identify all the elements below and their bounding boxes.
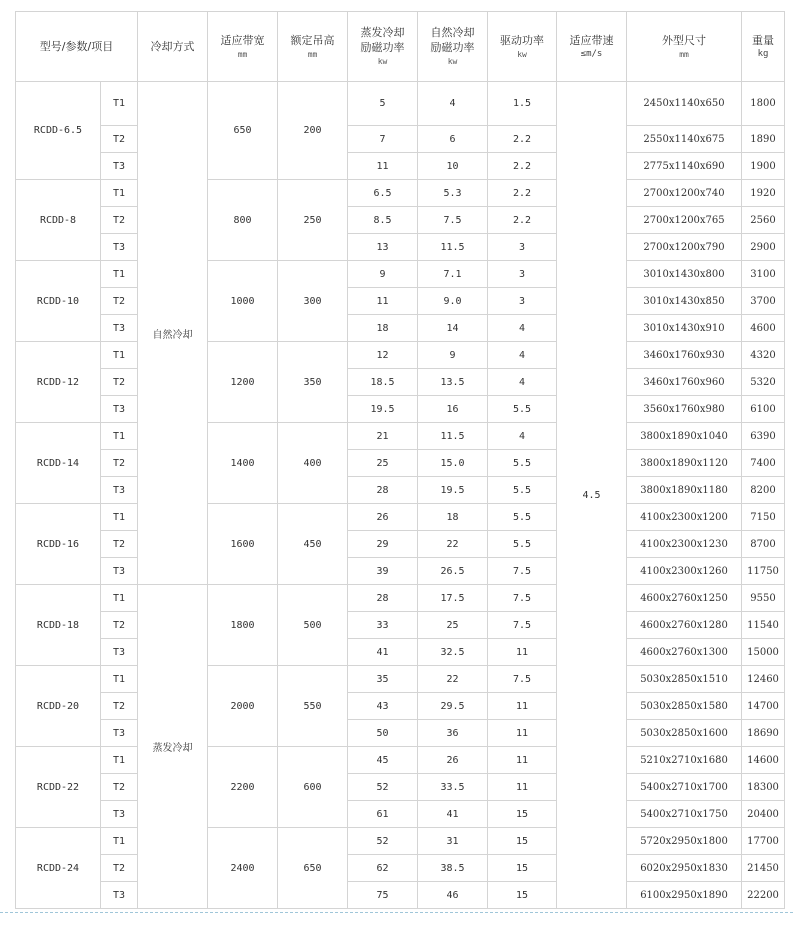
weight-value: 6100	[742, 396, 785, 423]
table-row	[16, 774, 785, 801]
evap-power-value: 18	[348, 315, 418, 342]
dimensions-value: 5720x2950x1800	[627, 828, 742, 855]
lift-height-value: 450	[278, 504, 348, 585]
lift-height-value: 400	[278, 423, 348, 504]
bottom-divider	[0, 912, 793, 913]
drive-power-value: 1.5	[488, 82, 557, 126]
table-row	[16, 180, 785, 207]
header-cooling-label: 冷却方式	[150, 40, 195, 53]
nat-power-value: 29.5	[418, 693, 488, 720]
nat-power-value: 46	[418, 882, 488, 909]
evap-power-value: 62	[348, 855, 418, 882]
evap-power-value: 41	[348, 639, 418, 666]
variant-label: T1	[101, 504, 138, 531]
model-name: RCDD-24	[16, 828, 101, 909]
weight-value: 6390	[742, 423, 785, 450]
nat-power-value: 11.5	[418, 423, 488, 450]
header-belt-speed-label: 适应带速	[569, 33, 614, 47]
header-belt-width-label: 适应带宽	[220, 33, 265, 47]
nat-power-value: 19.5	[418, 477, 488, 504]
drive-power-value: 2.2	[488, 153, 557, 180]
variant-label: T1	[101, 747, 138, 774]
evap-power-value: 39	[348, 558, 418, 585]
nat-power-value: 11.5	[418, 234, 488, 261]
table-row	[16, 423, 785, 450]
dimensions-value: 3010x1430x800	[627, 261, 742, 288]
nat-power-value: 5.3	[418, 180, 488, 207]
evap-power-value: 11	[348, 153, 418, 180]
belt-width-value: 650	[208, 82, 278, 180]
nat-power-value: 25	[418, 612, 488, 639]
nat-power-value: 6	[418, 126, 488, 153]
table-row	[16, 828, 785, 855]
dimensions-value: 5210x2710x1680	[627, 747, 742, 774]
evap-power-value: 11	[348, 288, 418, 315]
header-nat-power-unit: kw	[447, 57, 458, 66]
header-cooling	[138, 12, 208, 82]
header-dimensions-unit: mm	[679, 49, 689, 59]
evap-power-value: 75	[348, 882, 418, 909]
evap-power-value: 45	[348, 747, 418, 774]
table-row	[16, 747, 785, 774]
variant-label: T3	[101, 882, 138, 909]
drive-power-value: 2.2	[488, 207, 557, 234]
variant-label: T1	[101, 828, 138, 855]
header-nat-power-line2: 励磁功率	[430, 41, 475, 54]
spec-table	[15, 11, 785, 909]
belt-width-value: 1000	[208, 261, 278, 342]
belt-width-value: 1200	[208, 342, 278, 423]
drive-power-value: 7.5	[488, 612, 557, 639]
header-lift-height	[278, 12, 348, 82]
variant-label: T3	[101, 315, 138, 342]
dimensions-value: 3800x1890x1040	[627, 423, 742, 450]
nat-power-value: 26	[418, 747, 488, 774]
dimensions-value: 5400x2710x1750	[627, 801, 742, 828]
weight-value: 7400	[742, 450, 785, 477]
weight-value: 1800	[742, 82, 785, 126]
header-weight	[742, 12, 785, 82]
nat-power-value: 22	[418, 666, 488, 693]
table-row	[16, 342, 785, 369]
header-evap-power	[348, 12, 418, 82]
drive-power-value: 4	[488, 342, 557, 369]
belt-speed-value: 4.5	[557, 82, 627, 909]
variant-label: T2	[101, 612, 138, 639]
weight-value: 11750	[742, 558, 785, 585]
drive-power-value: 11	[488, 747, 557, 774]
variant-label: T3	[101, 558, 138, 585]
dimensions-value: 4100x2300x1200	[627, 504, 742, 531]
weight-value: 11540	[742, 612, 785, 639]
table-row	[16, 855, 785, 882]
drive-power-value: 5.5	[488, 396, 557, 423]
model-name: RCDD-8	[16, 180, 101, 261]
dimensions-value: 5400x2710x1700	[627, 774, 742, 801]
table-row	[16, 82, 785, 126]
evap-power-value: 25	[348, 450, 418, 477]
dimensions-value: 3560x1760x980	[627, 396, 742, 423]
belt-width-value: 2400	[208, 828, 278, 909]
header-drive-power-label: 驱动功率	[500, 33, 545, 47]
model-name: RCDD-20	[16, 666, 101, 747]
evap-power-value: 13	[348, 234, 418, 261]
table-row	[16, 288, 785, 315]
nat-power-value: 14	[418, 315, 488, 342]
belt-width-value: 800	[208, 180, 278, 261]
table-row	[16, 207, 785, 234]
drive-power-value: 2.2	[488, 126, 557, 153]
nat-power-value: 7.5	[418, 207, 488, 234]
weight-value: 15000	[742, 639, 785, 666]
variant-label: T2	[101, 288, 138, 315]
lift-height-value: 650	[278, 828, 348, 909]
evap-power-value: 19.5	[348, 396, 418, 423]
drive-power-value: 7.5	[488, 666, 557, 693]
header-drive-power-unit: kw	[517, 49, 527, 59]
cooling-evaporative: 蒸发冷却	[138, 585, 208, 909]
weight-value: 1900	[742, 153, 785, 180]
dimensions-value: 4600x2760x1250	[627, 585, 742, 612]
variant-label: T2	[101, 369, 138, 396]
weight-value: 21450	[742, 855, 785, 882]
nat-power-value: 22	[418, 531, 488, 558]
header-row	[16, 12, 785, 82]
dimensions-value: 3800x1890x1180	[627, 477, 742, 504]
evap-power-value: 8.5	[348, 207, 418, 234]
lift-height-value: 350	[278, 342, 348, 423]
evap-power-value: 12	[348, 342, 418, 369]
weight-value: 5320	[742, 369, 785, 396]
header-evap-power-line2: 励磁功率	[360, 41, 405, 54]
drive-power-value: 11	[488, 639, 557, 666]
header-drive-power	[488, 12, 557, 82]
weight-value: 7150	[742, 504, 785, 531]
weight-value: 4600	[742, 315, 785, 342]
table-row	[16, 477, 785, 504]
variant-label: T2	[101, 450, 138, 477]
drive-power-value: 3	[488, 261, 557, 288]
table-row	[16, 504, 785, 531]
model-name: RCDD-12	[16, 342, 101, 423]
table-row	[16, 234, 785, 261]
evap-power-value: 6.5	[348, 180, 418, 207]
dimensions-value: 2550x1140x675	[627, 126, 742, 153]
nat-power-value: 31	[418, 828, 488, 855]
evap-power-value: 52	[348, 774, 418, 801]
belt-width-value: 2000	[208, 666, 278, 747]
table-row	[16, 720, 785, 747]
nat-power-value: 38.5	[418, 855, 488, 882]
dimensions-value: 3460x1760x930	[627, 342, 742, 369]
variant-label: T1	[101, 666, 138, 693]
evap-power-value: 29	[348, 531, 418, 558]
variant-label: T2	[101, 531, 138, 558]
header-nat-power	[418, 12, 488, 82]
drive-power-value: 7.5	[488, 558, 557, 585]
lift-height-value: 600	[278, 747, 348, 828]
header-belt-speed	[557, 12, 627, 82]
drive-power-value: 5.5	[488, 477, 557, 504]
dimensions-value: 4100x2300x1260	[627, 558, 742, 585]
weight-value: 8200	[742, 477, 785, 504]
variant-label: T3	[101, 234, 138, 261]
drive-power-value: 7.5	[488, 585, 557, 612]
dimensions-value: 4600x2760x1280	[627, 612, 742, 639]
drive-power-value: 11	[488, 720, 557, 747]
dimensions-value: 2700x1200x765	[627, 207, 742, 234]
nat-power-value: 17.5	[418, 585, 488, 612]
nat-power-value: 36	[418, 720, 488, 747]
nat-power-value: 9	[418, 342, 488, 369]
variant-label: T1	[101, 261, 138, 288]
spec-table-body	[16, 82, 785, 909]
weight-value: 2560	[742, 207, 785, 234]
weight-value: 2900	[742, 234, 785, 261]
dimensions-value: 4600x2760x1300	[627, 639, 742, 666]
table-row	[16, 369, 785, 396]
nat-power-value: 18	[418, 504, 488, 531]
header-weight-label: 重量	[752, 33, 775, 47]
table-row	[16, 612, 785, 639]
variant-label: T1	[101, 180, 138, 207]
nat-power-value: 41	[418, 801, 488, 828]
variant-label: T3	[101, 639, 138, 666]
drive-power-value: 4	[488, 423, 557, 450]
dimensions-value: 6100x2950x1890	[627, 882, 742, 909]
evap-power-value: 5	[348, 82, 418, 126]
header-lift-height-unit: mm	[307, 49, 318, 59]
table-row	[16, 531, 785, 558]
weight-value: 20400	[742, 801, 785, 828]
evap-power-value: 28	[348, 477, 418, 504]
weight-value: 3700	[742, 288, 785, 315]
nat-power-value: 13.5	[418, 369, 488, 396]
weight-value: 1920	[742, 180, 785, 207]
table-row	[16, 261, 785, 288]
model-name: RCDD-18	[16, 585, 101, 666]
cooling-natural: 自然冷却	[138, 82, 208, 585]
variant-label: T1	[101, 423, 138, 450]
evap-power-value: 9	[348, 261, 418, 288]
weight-value: 8700	[742, 531, 785, 558]
evap-power-value: 35	[348, 666, 418, 693]
table-row	[16, 585, 785, 612]
dimensions-value: 5030x2850x1510	[627, 666, 742, 693]
lift-height-value: 300	[278, 261, 348, 342]
table-row	[16, 315, 785, 342]
drive-power-value: 15	[488, 801, 557, 828]
dimensions-value: 5030x2850x1600	[627, 720, 742, 747]
drive-power-value: 2.2	[488, 180, 557, 207]
drive-power-value: 11	[488, 693, 557, 720]
table-row	[16, 801, 785, 828]
weight-value: 9550	[742, 585, 785, 612]
table-row	[16, 396, 785, 423]
belt-width-value: 1800	[208, 585, 278, 666]
evap-power-value: 26	[348, 504, 418, 531]
nat-power-value: 4	[418, 82, 488, 126]
drive-power-value: 11	[488, 774, 557, 801]
evap-power-value: 43	[348, 693, 418, 720]
drive-power-value: 4	[488, 369, 557, 396]
model-name: RCDD-14	[16, 423, 101, 504]
evap-power-value: 18.5	[348, 369, 418, 396]
header-belt-width	[208, 12, 278, 82]
nat-power-value: 26.5	[418, 558, 488, 585]
header-nat-power-line1: 自然冷却	[430, 26, 475, 39]
nat-power-value: 32.5	[418, 639, 488, 666]
nat-power-value: 16	[418, 396, 488, 423]
header-model	[16, 12, 138, 82]
lift-height-value: 200	[278, 82, 348, 180]
variant-label: T3	[101, 801, 138, 828]
variant-label: T2	[101, 855, 138, 882]
variant-label: T2	[101, 207, 138, 234]
drive-power-value: 3	[488, 234, 557, 261]
evap-power-value: 21	[348, 423, 418, 450]
model-name: RCDD-10	[16, 261, 101, 342]
table-row	[16, 126, 785, 153]
header-dimensions-label: 外型尺寸	[662, 33, 707, 47]
table-row	[16, 558, 785, 585]
weight-value: 14600	[742, 747, 785, 774]
table-row	[16, 882, 785, 909]
weight-value: 18300	[742, 774, 785, 801]
belt-width-value: 1600	[208, 504, 278, 585]
dimensions-value: 3010x1430x910	[627, 315, 742, 342]
weight-value: 22200	[742, 882, 785, 909]
variant-label: T3	[101, 477, 138, 504]
drive-power-value: 5.5	[488, 450, 557, 477]
drive-power-value: 5.5	[488, 504, 557, 531]
table-row	[16, 450, 785, 477]
dimensions-value: 2700x1200x740	[627, 180, 742, 207]
drive-power-value: 15	[488, 855, 557, 882]
model-name: RCDD-22	[16, 747, 101, 828]
evap-power-value: 33	[348, 612, 418, 639]
header-belt-width-unit: mm	[237, 49, 248, 59]
dimensions-value: 2700x1200x790	[627, 234, 742, 261]
drive-power-value: 3	[488, 288, 557, 315]
dimensions-value: 6020x2950x1830	[627, 855, 742, 882]
lift-height-value: 250	[278, 180, 348, 261]
nat-power-value: 15.0	[418, 450, 488, 477]
header-lift-height-label: 额定吊高	[290, 33, 335, 47]
table-row	[16, 693, 785, 720]
header-evap-power-unit: kw	[377, 57, 388, 66]
table-row	[16, 153, 785, 180]
nat-power-value: 10	[418, 153, 488, 180]
weight-value: 3100	[742, 261, 785, 288]
drive-power-value: 4	[488, 315, 557, 342]
dimensions-value: 3010x1430x850	[627, 288, 742, 315]
variant-label: T2	[101, 126, 138, 153]
drive-power-value: 15	[488, 828, 557, 855]
weight-value: 12460	[742, 666, 785, 693]
dimensions-value: 4100x2300x1230	[627, 531, 742, 558]
belt-width-value: 1400	[208, 423, 278, 504]
variant-label: T3	[101, 153, 138, 180]
lift-height-value: 500	[278, 585, 348, 666]
table-row	[16, 666, 785, 693]
header-dimensions	[627, 12, 742, 82]
weight-value: 18690	[742, 720, 785, 747]
nat-power-value: 9.0	[418, 288, 488, 315]
header-evap-power-line1: 蒸发冷却	[360, 26, 405, 39]
header-weight-unit: kg	[757, 48, 769, 59]
nat-power-value: 7.1	[418, 261, 488, 288]
evap-power-value: 50	[348, 720, 418, 747]
header-belt-speed-unit: ≤m/s	[580, 48, 603, 59]
model-name: RCDD-16	[16, 504, 101, 585]
lift-height-value: 550	[278, 666, 348, 747]
weight-value: 4320	[742, 342, 785, 369]
variant-label: T1	[101, 585, 138, 612]
table-row	[16, 639, 785, 666]
variant-label: T1	[101, 82, 138, 126]
variant-label: T3	[101, 396, 138, 423]
variant-label: T2	[101, 693, 138, 720]
model-name: RCDD-6.5	[16, 82, 101, 180]
belt-width-value: 2200	[208, 747, 278, 828]
weight-value: 14700	[742, 693, 785, 720]
variant-label: T3	[101, 720, 138, 747]
nat-power-value: 33.5	[418, 774, 488, 801]
dimensions-value: 5030x2850x1580	[627, 693, 742, 720]
weight-value: 1890	[742, 126, 785, 153]
variant-label: T1	[101, 342, 138, 369]
variant-label: T2	[101, 774, 138, 801]
dimensions-value: 2450x1140x650	[627, 82, 742, 126]
dimensions-value: 2775x1140x690	[627, 153, 742, 180]
drive-power-value: 5.5	[488, 531, 557, 558]
evap-power-value: 61	[348, 801, 418, 828]
weight-value: 17700	[742, 828, 785, 855]
dimensions-value: 3460x1760x960	[627, 369, 742, 396]
dimensions-value: 3800x1890x1120	[627, 450, 742, 477]
evap-power-value: 52	[348, 828, 418, 855]
drive-power-value: 15	[488, 882, 557, 909]
header-model-label: 型号/参数/项目	[39, 40, 114, 53]
evap-power-value: 28	[348, 585, 418, 612]
evap-power-value: 7	[348, 126, 418, 153]
